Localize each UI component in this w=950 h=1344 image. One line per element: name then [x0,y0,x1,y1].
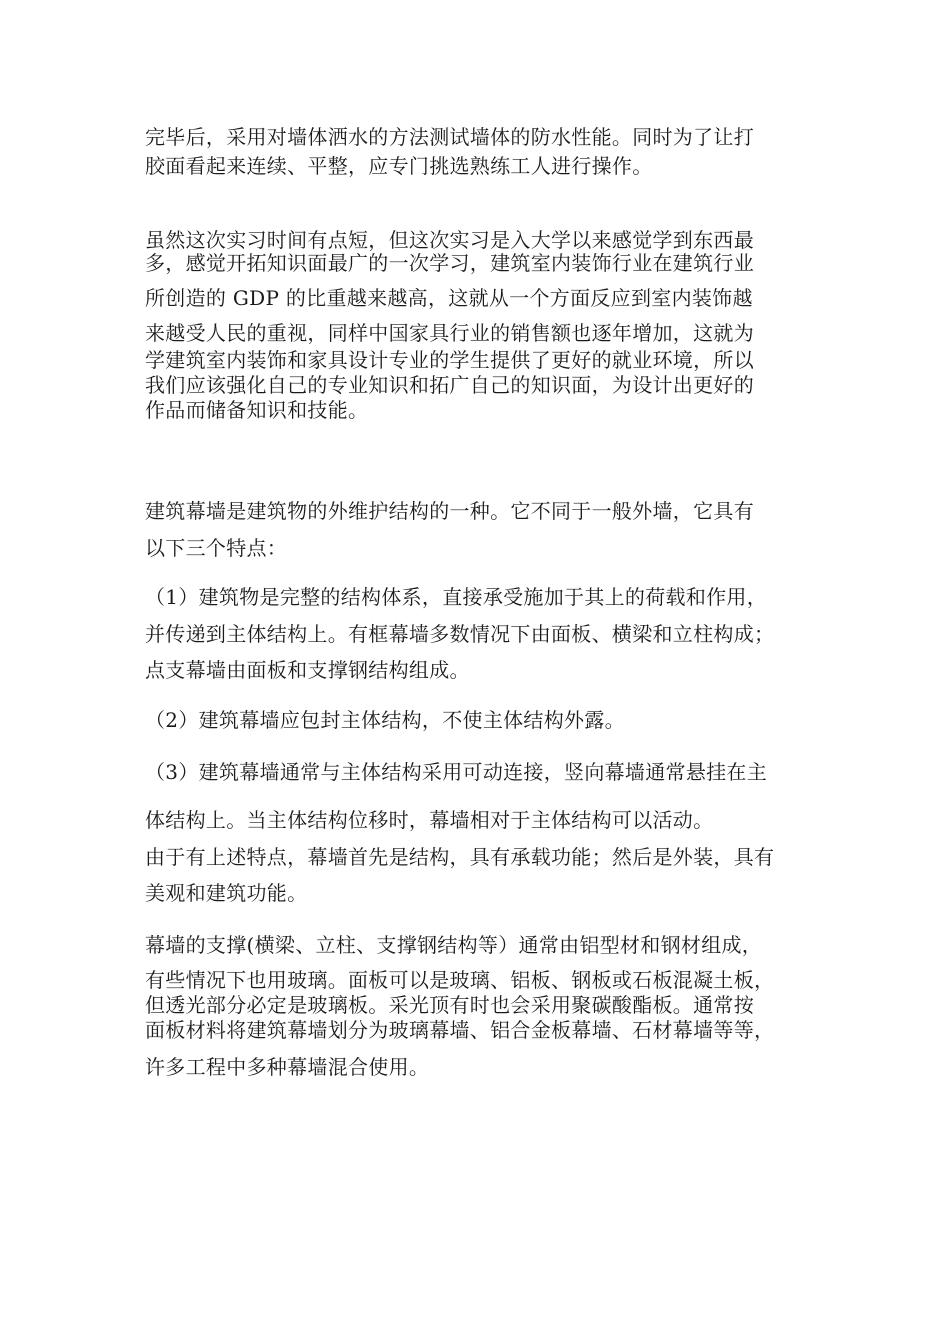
text-line: 幕墙的支撑(横梁、立柱、支撑钢结构等）通常由铝型材和钢材组成， [145,933,763,957]
text-line: 来越受人民的重视，同样中国家具行业的销售额也逐年增加，这就为 [145,321,754,345]
text-line: 作品而储备知识和技能。 [145,398,369,422]
text-line: 我们应该强化自己的专业知识和拓广自己的知识面，为设计出更好的 [145,373,754,397]
text-line: 面板材料将建筑幕墙划分为玻璃幕墙、铝合金板幕墙、石材幕墙等等， [145,1018,775,1042]
text-line: 点支幕墙由面板和支撑钢结构组成。 [145,658,470,682]
text-line: 但透光部分必定是玻璃板。采光顶有时也会采用聚碳酸酯板。通常按 [145,993,754,1017]
text-line: 所创造的 GDP 的比重越来越高，这就从一个方面反应到室内装饰越 [145,286,753,310]
text-line: 完毕后，采用对墙体洒水的方法测试墙体的防水性能。同时为了让打 [145,125,754,149]
text-line: 由于有上述特点，幕墙首先是结构，具有承载功能；然后是外装，具有 [145,845,775,869]
text-line: 虽然这次实习时间有点短，但这次实习是入大学以来感觉学到东西最 [145,228,754,252]
text-line: 体结构上。当主体结构位移时，幕墙相对于主体结构可以活动。 [145,808,714,832]
text-line: 以下三个特点： [145,536,288,560]
text-line: 美观和建筑功能。 [145,881,308,905]
text-line: 有些情况下也用玻璃。面板可以是玻璃、铝板、钢板或石板混凝土板， [145,968,775,992]
text-line: 胶面看起来连续、平整，应专门挑选熟练工人进行操作。 [145,154,653,178]
text-line: 并传递到主体结构上。有框幕墙多数情况下由面板、横梁和立柱构成； [145,622,775,646]
text-line: 学建筑室内装饰和家具设计专业的学生提供了更好的就业环境，所以 [145,348,754,372]
text-line: （2）建筑幕墙应包封主体结构，不使主体结构外露。 [145,708,625,732]
text-line: 许多工程中多种幕墙混合使用。 [145,1055,430,1079]
text-line: （1）建筑物是完整的结构体系，直接承受施加于其上的荷载和作用， [145,585,768,609]
text-line: 多，感觉开拓知识面最广的一次学习，建筑室内装饰行业在建筑行业 [145,251,754,275]
text-line: （3）建筑幕墙通常与主体结构采用可动连接，竖向幕墙通常悬挂在主 [145,760,768,784]
text-line: 建筑幕墙是建筑物的外维护结构的一种。它不同于一般外墙，它具有 [145,499,754,523]
